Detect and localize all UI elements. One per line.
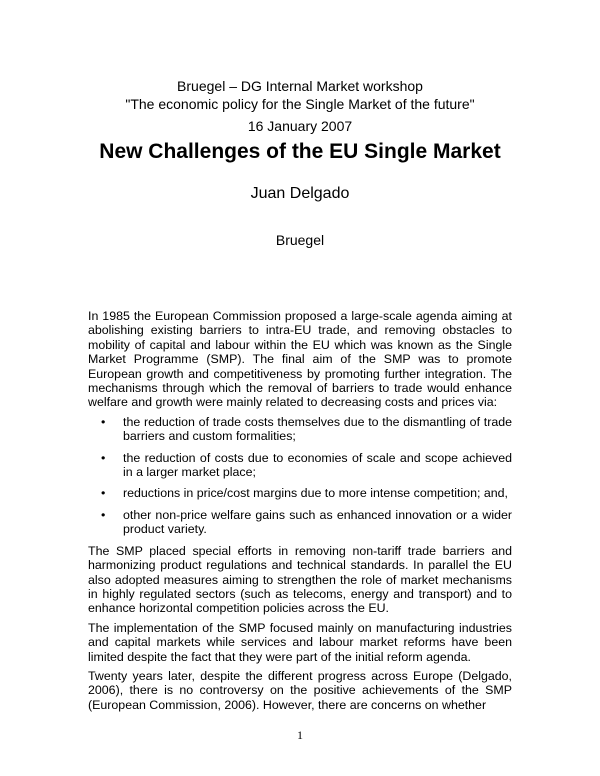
bullet-icon: • (101, 486, 106, 501)
paragraph-4: Twenty years later, despite the different progress across Europe (Delgado, 2006), there is no controversy on the positive achievements of the SMP (European Commission, 2006). However, there are concerns on whether (88, 668, 512, 712)
author-name: Juan Delgado (250, 185, 350, 202)
list-item (88, 486, 512, 500)
bullet-icon: • (101, 507, 106, 522)
bullet-icon: • (101, 450, 106, 465)
paper-title: New Challenges of the EU Single Market (99, 140, 501, 163)
list-item-text: other non-price welfare gains such as enhanced innovation or a wider product variety. (123, 507, 512, 537)
header-date: 16 January 2007 (247, 118, 353, 134)
body-text (88, 309, 512, 717)
header-subtitle: "The economic policy for the Single Market of the future" (125, 96, 475, 112)
bullet-icon: • (101, 414, 106, 429)
paragraph-1: In 1985 the European Commission proposed a large-scale agenda aiming at abolishing existing barriers to intra-EU trade, and removing obstacles to mobility of capital and labour within the EU which was known as the Single Market Programme (SMP). The final aim of the SMP was to promote European growth and competitiveness by promoting further integration. The mechanisms through which the removal of barriers to trade would enhance welfare and growth were mainly related to decreasing costs and prices via: (88, 309, 512, 410)
list-item-text: the reduction of trade costs themselves due to the dismantling of trade barriers and custom formalities; (123, 414, 512, 444)
list-item (88, 508, 512, 537)
list-item-text: the reduction of costs due to economies of scale and scope achieved in a larger market place; (123, 450, 512, 480)
paragraph-3: The implementation of the SMP focused mainly on manufacturing industries and capital markets while services and labour market reforms have been limited despite the fact that they were part of the initial reform agenda. (88, 620, 512, 664)
author-affiliation: Bruegel (275, 232, 325, 248)
list-item (88, 415, 512, 444)
paragraph-2: The SMP placed special efforts in removing non-tariff trade barriers and harmonizing product regulations and technical standards. In parallel the EU also adopted measures aiming to strengthen the role of market mechanisms in highly regulated sectors (such as telecoms, energy and transport) and to enhance horizontal competition policies across the EU. (88, 543, 512, 616)
page-number: 1 (297, 728, 303, 742)
header-workshop: Bruegel – DG Internal Market workshop (177, 78, 423, 94)
list-item-text: reductions in price/cost margins due to more intense competition; and, (123, 486, 508, 501)
bullet-list (88, 415, 512, 537)
list-item (88, 451, 512, 480)
